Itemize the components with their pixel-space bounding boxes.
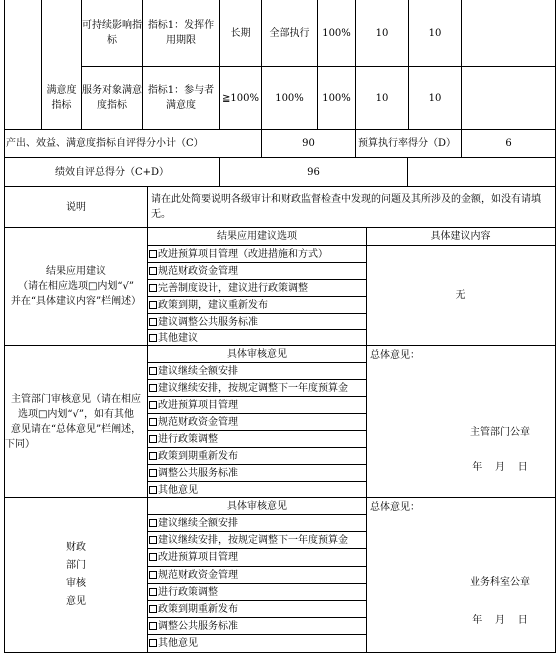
checkbox[interactable] xyxy=(149,250,157,258)
finance-option[interactable]: 政策到期重新发布 xyxy=(148,601,366,618)
checkbox[interactable] xyxy=(149,418,157,426)
finance-label-line: 意见 xyxy=(66,596,86,607)
checkbox[interactable] xyxy=(149,571,157,579)
grid-line xyxy=(4,186,556,187)
dept-option[interactable]: 建议继续安排，按规定调整下一年度预算金 xyxy=(148,380,366,397)
result-option[interactable]: 完善制度设计，建议进行政策调整 xyxy=(148,280,366,297)
target-value: ≧100% xyxy=(222,92,259,104)
grid-line xyxy=(147,531,367,532)
dept-label-line: 主管部门审核意见（请在相应 xyxy=(11,393,141,405)
target-value: 长期 xyxy=(230,27,251,39)
finance-review-header: 具体审核意见 xyxy=(227,501,287,512)
grid-line xyxy=(147,262,367,263)
checkbox[interactable] xyxy=(149,588,157,596)
grid-line xyxy=(147,362,367,363)
checkbox[interactable] xyxy=(149,622,157,630)
grid-line xyxy=(261,0,262,157)
grid-line xyxy=(407,157,408,186)
grid-line xyxy=(4,157,556,158)
grid-line xyxy=(81,66,556,67)
grid-line xyxy=(147,279,367,280)
grid-line xyxy=(41,0,42,129)
grid-line xyxy=(147,430,367,431)
grid-line xyxy=(317,0,318,129)
grid-line xyxy=(219,157,220,186)
grid-line xyxy=(219,0,220,129)
checkbox[interactable] xyxy=(149,469,157,477)
grid-line xyxy=(4,0,5,653)
result-options-header: 结果应用建议选项 xyxy=(217,231,297,242)
checkbox[interactable] xyxy=(149,536,157,544)
dept-label-line: 选项□内划“√”，如有其他 xyxy=(17,408,135,420)
score-full: 10 xyxy=(375,92,389,104)
checkbox[interactable] xyxy=(149,452,157,460)
subtotal-value: 90 xyxy=(302,138,315,149)
result-option[interactable]: 政策到期，建议重新发布 xyxy=(148,297,366,314)
grid-line xyxy=(147,296,367,297)
finance-option[interactable]: 规范财政资金管理 xyxy=(148,567,366,584)
dept-seal: 主管部门公章 xyxy=(470,426,530,438)
indicator-duration: 指标1：发挥作用期限 xyxy=(147,20,215,46)
checkbox[interactable] xyxy=(149,334,157,342)
checkbox[interactable] xyxy=(149,267,157,275)
grid-line xyxy=(4,227,556,228)
dept-review-header: 具体审核意见 xyxy=(227,349,287,360)
dept-label-line: 意见请在“总体意见”栏阐述， xyxy=(10,423,142,435)
dept-option[interactable]: 改进预算项目管理 xyxy=(148,397,366,414)
subtotal-label: 产出、效益、满意度指标自评得分小计（C） xyxy=(6,138,204,149)
dept-option[interactable]: 规范财政资金管理 xyxy=(148,414,366,431)
grid-line xyxy=(147,379,367,380)
finance-overall-label: 总体意见： xyxy=(370,501,420,513)
dept-option[interactable]: 政策到期重新发布 xyxy=(148,448,366,465)
finance-review-label xyxy=(5,498,147,652)
result-application-label xyxy=(5,228,147,345)
checkbox[interactable] xyxy=(149,519,157,527)
grid-line xyxy=(147,245,556,246)
score-full: 10 xyxy=(375,27,389,39)
finance-label-line: 部门 xyxy=(66,560,86,571)
grid-line xyxy=(142,0,143,129)
grid-line xyxy=(366,227,367,653)
checkbox[interactable] xyxy=(149,301,157,309)
dept-option[interactable]: 建议继续全额安排 xyxy=(148,363,366,380)
explanation-text: 请在此处简要说明各级审计和财政监督检查中发现的问题及其所涉及的金额，如没有请填无。 xyxy=(151,194,541,220)
grid-line xyxy=(147,413,367,414)
result-label-line: 结果应用建议 xyxy=(46,266,106,277)
grid-line xyxy=(4,497,556,498)
grid-line xyxy=(555,0,556,653)
grid-line xyxy=(81,0,82,129)
grid-line xyxy=(147,186,148,653)
result-content-header: 具体建议内容 xyxy=(430,231,491,242)
finance-option[interactable]: 建议继续全额安排 xyxy=(148,515,366,532)
explanation-label: 说明 xyxy=(66,201,86,213)
finance-seal: 业务科室公章 xyxy=(470,576,530,588)
finance-label-line: 审核 xyxy=(66,578,86,589)
dept-label-line: 下同） xyxy=(5,438,35,450)
grid-line xyxy=(4,652,556,653)
checkbox[interactable] xyxy=(149,384,157,392)
actual-value: 全部执行 xyxy=(269,27,310,39)
grid-line xyxy=(147,583,367,584)
grid-line xyxy=(147,634,367,635)
finance-date: 年 月 日 xyxy=(472,614,528,626)
budget-score-label: 预算执行率得分（D） xyxy=(358,138,457,149)
grid-line xyxy=(147,464,367,465)
dept-date: 年 月 日 xyxy=(472,461,528,473)
grid-line xyxy=(461,0,462,157)
grid-line xyxy=(147,617,367,618)
grid-line xyxy=(147,548,367,549)
score-actual: 10 xyxy=(428,92,442,104)
completion-rate: 100% xyxy=(322,27,351,39)
score-actual: 10 xyxy=(428,27,442,39)
dept-option[interactable]: 进行政策调整 xyxy=(148,431,366,448)
checkbox[interactable] xyxy=(149,284,157,292)
grid-line xyxy=(147,481,367,482)
result-content-value: 无 xyxy=(455,290,466,301)
dept-option[interactable]: 调整公共服务标准 xyxy=(148,465,366,482)
dept-overall-label: 总体意见： xyxy=(370,349,420,361)
sub-indicator-sustainable: 可持续影响指标 xyxy=(82,20,142,46)
checkbox[interactable] xyxy=(149,435,157,443)
grid-line xyxy=(147,447,367,448)
dept-review-label xyxy=(5,346,147,497)
grid-line xyxy=(147,566,367,567)
grid-line xyxy=(355,0,356,157)
grid-line xyxy=(147,396,367,397)
checkbox[interactable] xyxy=(149,318,157,326)
completion-rate: 100% xyxy=(322,92,351,104)
checkbox[interactable] xyxy=(149,367,157,375)
finance-option[interactable]: 调整公共服务标准 xyxy=(148,618,366,635)
grid-line xyxy=(147,313,367,314)
grid-line xyxy=(147,600,367,601)
indicator-participant-satisfaction: 指标1：参与者满意度 xyxy=(147,85,215,111)
result-option[interactable]: 其他建议 xyxy=(148,330,366,347)
dept-option[interactable]: 其他意见 xyxy=(148,482,366,499)
finance-label-line: 财政 xyxy=(66,542,86,553)
finance-option[interactable]: 改进预算项目管理 xyxy=(148,549,366,566)
result-option[interactable]: 规范财政资金管理 xyxy=(148,263,366,280)
grid-line xyxy=(147,329,367,330)
total-label: 绩效自评总得分（C+D） xyxy=(54,166,170,178)
grid-line xyxy=(4,129,556,130)
grid-line xyxy=(4,345,556,346)
finance-option[interactable]: 建议继续安排，按规定调整下一年度预算金 xyxy=(148,532,366,549)
result-option[interactable]: 建议调整公共服务标准 xyxy=(148,314,366,331)
result-label-line: 并在“具体建议内容”栏阐述） xyxy=(10,296,142,307)
category-satisfaction: 满意度指标 xyxy=(46,85,77,111)
total-value: 96 xyxy=(307,166,320,178)
checkbox[interactable] xyxy=(149,605,157,613)
actual-value: 100% xyxy=(275,92,304,104)
result-label-line: （请在相应选项□内划“√” xyxy=(17,281,135,292)
finance-option[interactable]: 其他意见 xyxy=(148,635,366,652)
checkbox[interactable] xyxy=(149,639,157,647)
checkbox[interactable] xyxy=(149,486,157,494)
budget-score-value: 6 xyxy=(505,138,512,149)
grid-line xyxy=(408,0,409,129)
result-option[interactable]: 改进预算项目管理（改进措施和方式） xyxy=(148,246,366,263)
grid-line xyxy=(147,514,367,515)
checkbox[interactable] xyxy=(149,401,157,409)
checkbox[interactable] xyxy=(149,553,157,561)
sub-indicator-satisfaction: 服务对象满意度指标 xyxy=(82,85,142,111)
finance-option[interactable]: 进行政策调整 xyxy=(148,584,366,601)
